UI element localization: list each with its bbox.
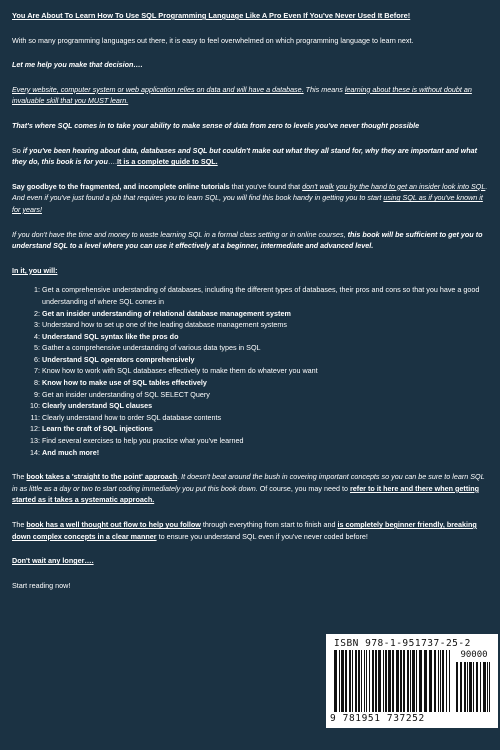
ean-barcode-bars [334, 650, 450, 712]
approach-paragraph [12, 471, 488, 506]
database-paragraph [12, 84, 488, 107]
list-item [30, 412, 488, 424]
barcode-bar [449, 650, 450, 712]
of-course-sentence: Of course, you may need to [257, 483, 350, 493]
time-money-sentence: If you don't have the time and money to waste learning SQL in a formal class setting or in online courses, [12, 229, 348, 239]
barcode-bar [372, 650, 374, 712]
barcode-bar [434, 650, 436, 712]
list-item-text: Understand SQL syntax like the pros do [42, 331, 179, 341]
list-item [34, 377, 488, 389]
barcode-bar [410, 650, 411, 712]
barcode-bar [442, 650, 444, 712]
headline: You Are About To Learn How To Use SQL Programming Language Like A Pro Even If You've Never Used It Before! [12, 11, 411, 20]
goodbye-sentence: Say goodbye to the fragmented, and incomplete online tutorials [12, 181, 230, 191]
barcode-bar [438, 650, 439, 712]
barcode-bar [352, 650, 353, 712]
barcode-bar [388, 650, 391, 712]
barcode-bar [473, 662, 474, 712]
barcode-bar [334, 650, 337, 712]
isbn-label: ISBN 978-1-951737-25-2 [334, 638, 471, 649]
list-item [34, 331, 488, 343]
list-item-number: 5: [34, 343, 40, 353]
list-item-number: 9: [34, 389, 40, 399]
back-cover-text [12, 10, 488, 591]
sql-comes-in-paragraph: That's where SQL comes in to take your ability to make sense of data from zero to levels you've never thought possible [12, 120, 420, 130]
time-money-paragraph [12, 229, 488, 252]
decision-paragraph: Let me help you make that decision…. [12, 60, 143, 70]
list-item-text: Clearly understand how to order SQL database contents [42, 412, 222, 422]
invaluable-skill-sentence: learning about these is without doubt an invaluable skill that you MUST learn. [12, 84, 472, 106]
barcode-bar [366, 650, 367, 712]
barcode-bar [339, 650, 340, 712]
complete-guide-sentence: It is a complete guide to SQL. [117, 157, 218, 167]
barcode-bar [460, 662, 462, 712]
list-item-number: 11: [30, 412, 40, 422]
flow-end: to ensure you understand SQL even if you've never coded before! [156, 531, 368, 541]
barcode-bar [476, 662, 478, 712]
barcode-bar [424, 650, 427, 712]
database-connector: This means [303, 84, 345, 94]
list-item-number: 13: [30, 436, 40, 446]
barcode-bar [385, 650, 387, 712]
list-item-text: Know how to make use of SQL tables effectively [42, 378, 207, 388]
price-code: 90000 [460, 650, 488, 660]
list-item-text: And much more! [42, 447, 100, 457]
approach-lead: The [12, 472, 27, 482]
barcode-bar [467, 662, 468, 712]
list-item-number: 7: [34, 366, 40, 376]
list-item-text: Gather a comprehensive understanding of various data types in SQL [42, 343, 261, 353]
ean-digits: 9 781951 737252 [330, 713, 425, 724]
list-item [30, 447, 488, 459]
flow-paragraph [12, 519, 488, 542]
list-item-text: Find several exercises to help you practice what you've learned [42, 436, 244, 446]
barcode-bar [407, 650, 409, 712]
sufficient-sentence: this book will be sufficient to get you to understand SQL to a level where you can use it effectively at a beginner, intermediate and advanced level. [12, 229, 483, 251]
barcode-bar [464, 662, 466, 712]
list-item-number: 1: [34, 285, 40, 295]
list-item-text: Understand how to set up one of the leading database management systems [42, 320, 287, 330]
barcode-bar [456, 662, 458, 712]
barcode-bar [364, 650, 365, 712]
list-item-number: 10: [30, 401, 40, 411]
barcode-bar [469, 662, 472, 712]
barcode-bar [345, 650, 347, 712]
barcode-bar [403, 650, 405, 712]
barcode-bar [375, 650, 377, 712]
flow-connector: through everything from start to finish and [200, 520, 338, 529]
list-item-number: 4: [34, 331, 40, 341]
database-sentence: Every website, computer system or web application relies on data and will have a database. [12, 84, 304, 94]
straight-to-point-phrase: book takes a 'straight to the point' approach [26, 472, 178, 482]
list-item-text: Learn the craft of SQL injections [42, 424, 153, 434]
refer-to-it-phrase: refer to it here and there when getting started as it takes a systematic approach. [12, 483, 479, 505]
list-item [30, 435, 488, 447]
barcode-bar [419, 650, 422, 712]
list-item [34, 354, 488, 366]
list-item-text: Get a comprehensive understanding of databases, including the different types of databases, their pros and cons so that you have a good understanding of where SQL comes in [42, 285, 480, 306]
list-item-number: 14: [30, 447, 40, 457]
barcode-bar [396, 650, 399, 712]
list-item [30, 400, 488, 412]
barcode-bar [378, 650, 381, 712]
isbn-barcode [326, 634, 498, 728]
start-reading-line: Start reading now! [12, 580, 71, 590]
list-item-number: 6: [34, 354, 40, 364]
addon-barcode-bars [456, 662, 492, 712]
barcode-bar [483, 662, 486, 712]
list-item-number: 2: [34, 308, 40, 318]
well-thought-flow-phrase: book has a well thought out flow to help you follow [26, 520, 201, 529]
list-item-text: Understand SQL operators comprehensively [42, 354, 195, 364]
barcode-bar [416, 650, 417, 712]
list-item-text: Get an insider understanding of relational database management system [42, 308, 291, 318]
for-you-lead: So [12, 145, 23, 155]
barcode-bar [369, 650, 370, 712]
list-item-text: Know how to work with SQL databases effectively to make them do whatever you want [42, 366, 318, 376]
list-item [34, 308, 488, 320]
barcode-bar [392, 650, 394, 712]
barcode-bar [341, 650, 344, 712]
intro-paragraph: With so many programming languages out there, it is easy to feel overwhelmed on which programming language to learn next. [12, 35, 414, 45]
goodbye-connector: that you've found that [229, 181, 303, 191]
list-item-number: 3: [34, 320, 40, 330]
barcode-bar [383, 650, 384, 712]
list-item [30, 423, 488, 435]
list-item [34, 319, 488, 331]
list-heading: In it, you will: [12, 265, 58, 275]
for-you-ellipsis: …. [107, 157, 118, 167]
list-item-text: Clearly understand SQL clauses [42, 401, 153, 411]
list-item-number: 8: [34, 378, 40, 388]
barcode-bar [349, 650, 351, 712]
for-you-sentence: if you've been hearing about data, databases and SQL but couldn't make out what they all stand for, why they are important and what they do, this book is for you [12, 145, 477, 167]
barcode-bar [358, 650, 360, 712]
barcode-bar [412, 650, 415, 712]
dont-wait-line: Don't wait any longer…. [12, 556, 94, 566]
job-sentence: . And even if you've just found a job that requires you to learn SQL, you will find this book handy in getting you to start [12, 181, 488, 203]
goodbye-paragraph [12, 181, 488, 216]
for-you-paragraph [12, 145, 488, 168]
insider-look-sentence: don't walk you by the hand to get an insider look into SQL [302, 181, 486, 191]
flow-lead: The [12, 520, 27, 529]
list-item-text: Get an insider understanding of SQL SELECT Query [42, 389, 210, 399]
list-item [34, 342, 488, 354]
list-item-number: 12: [30, 424, 40, 434]
beat-around-bush-sentence: It doesn't beat around the bush in covering important concepts so you can be sure to learn SQL in as little as a day or two to start coding immediately you put this book down. [12, 472, 485, 493]
barcode-bar [429, 650, 432, 712]
barcode-bar [480, 662, 481, 712]
known-for-years-sentence: using SQL as if you've known it for years! [12, 193, 483, 214]
barcode-bar [487, 662, 488, 712]
list-item [34, 284, 488, 307]
list-item [34, 389, 488, 401]
barcode-bar [355, 650, 357, 712]
feature-list [12, 284, 488, 458]
list-item [34, 365, 488, 377]
barcode-bar [400, 650, 402, 712]
beginner-friendly-phrase: is completely beginner friendly, breaking down complex concepts in a clear manner [12, 520, 477, 541]
approach-period: . [177, 472, 182, 482]
barcode-bar [440, 650, 441, 712]
barcode-bar [489, 662, 490, 712]
barcode-bar [361, 650, 362, 712]
barcode-bar [446, 650, 447, 712]
